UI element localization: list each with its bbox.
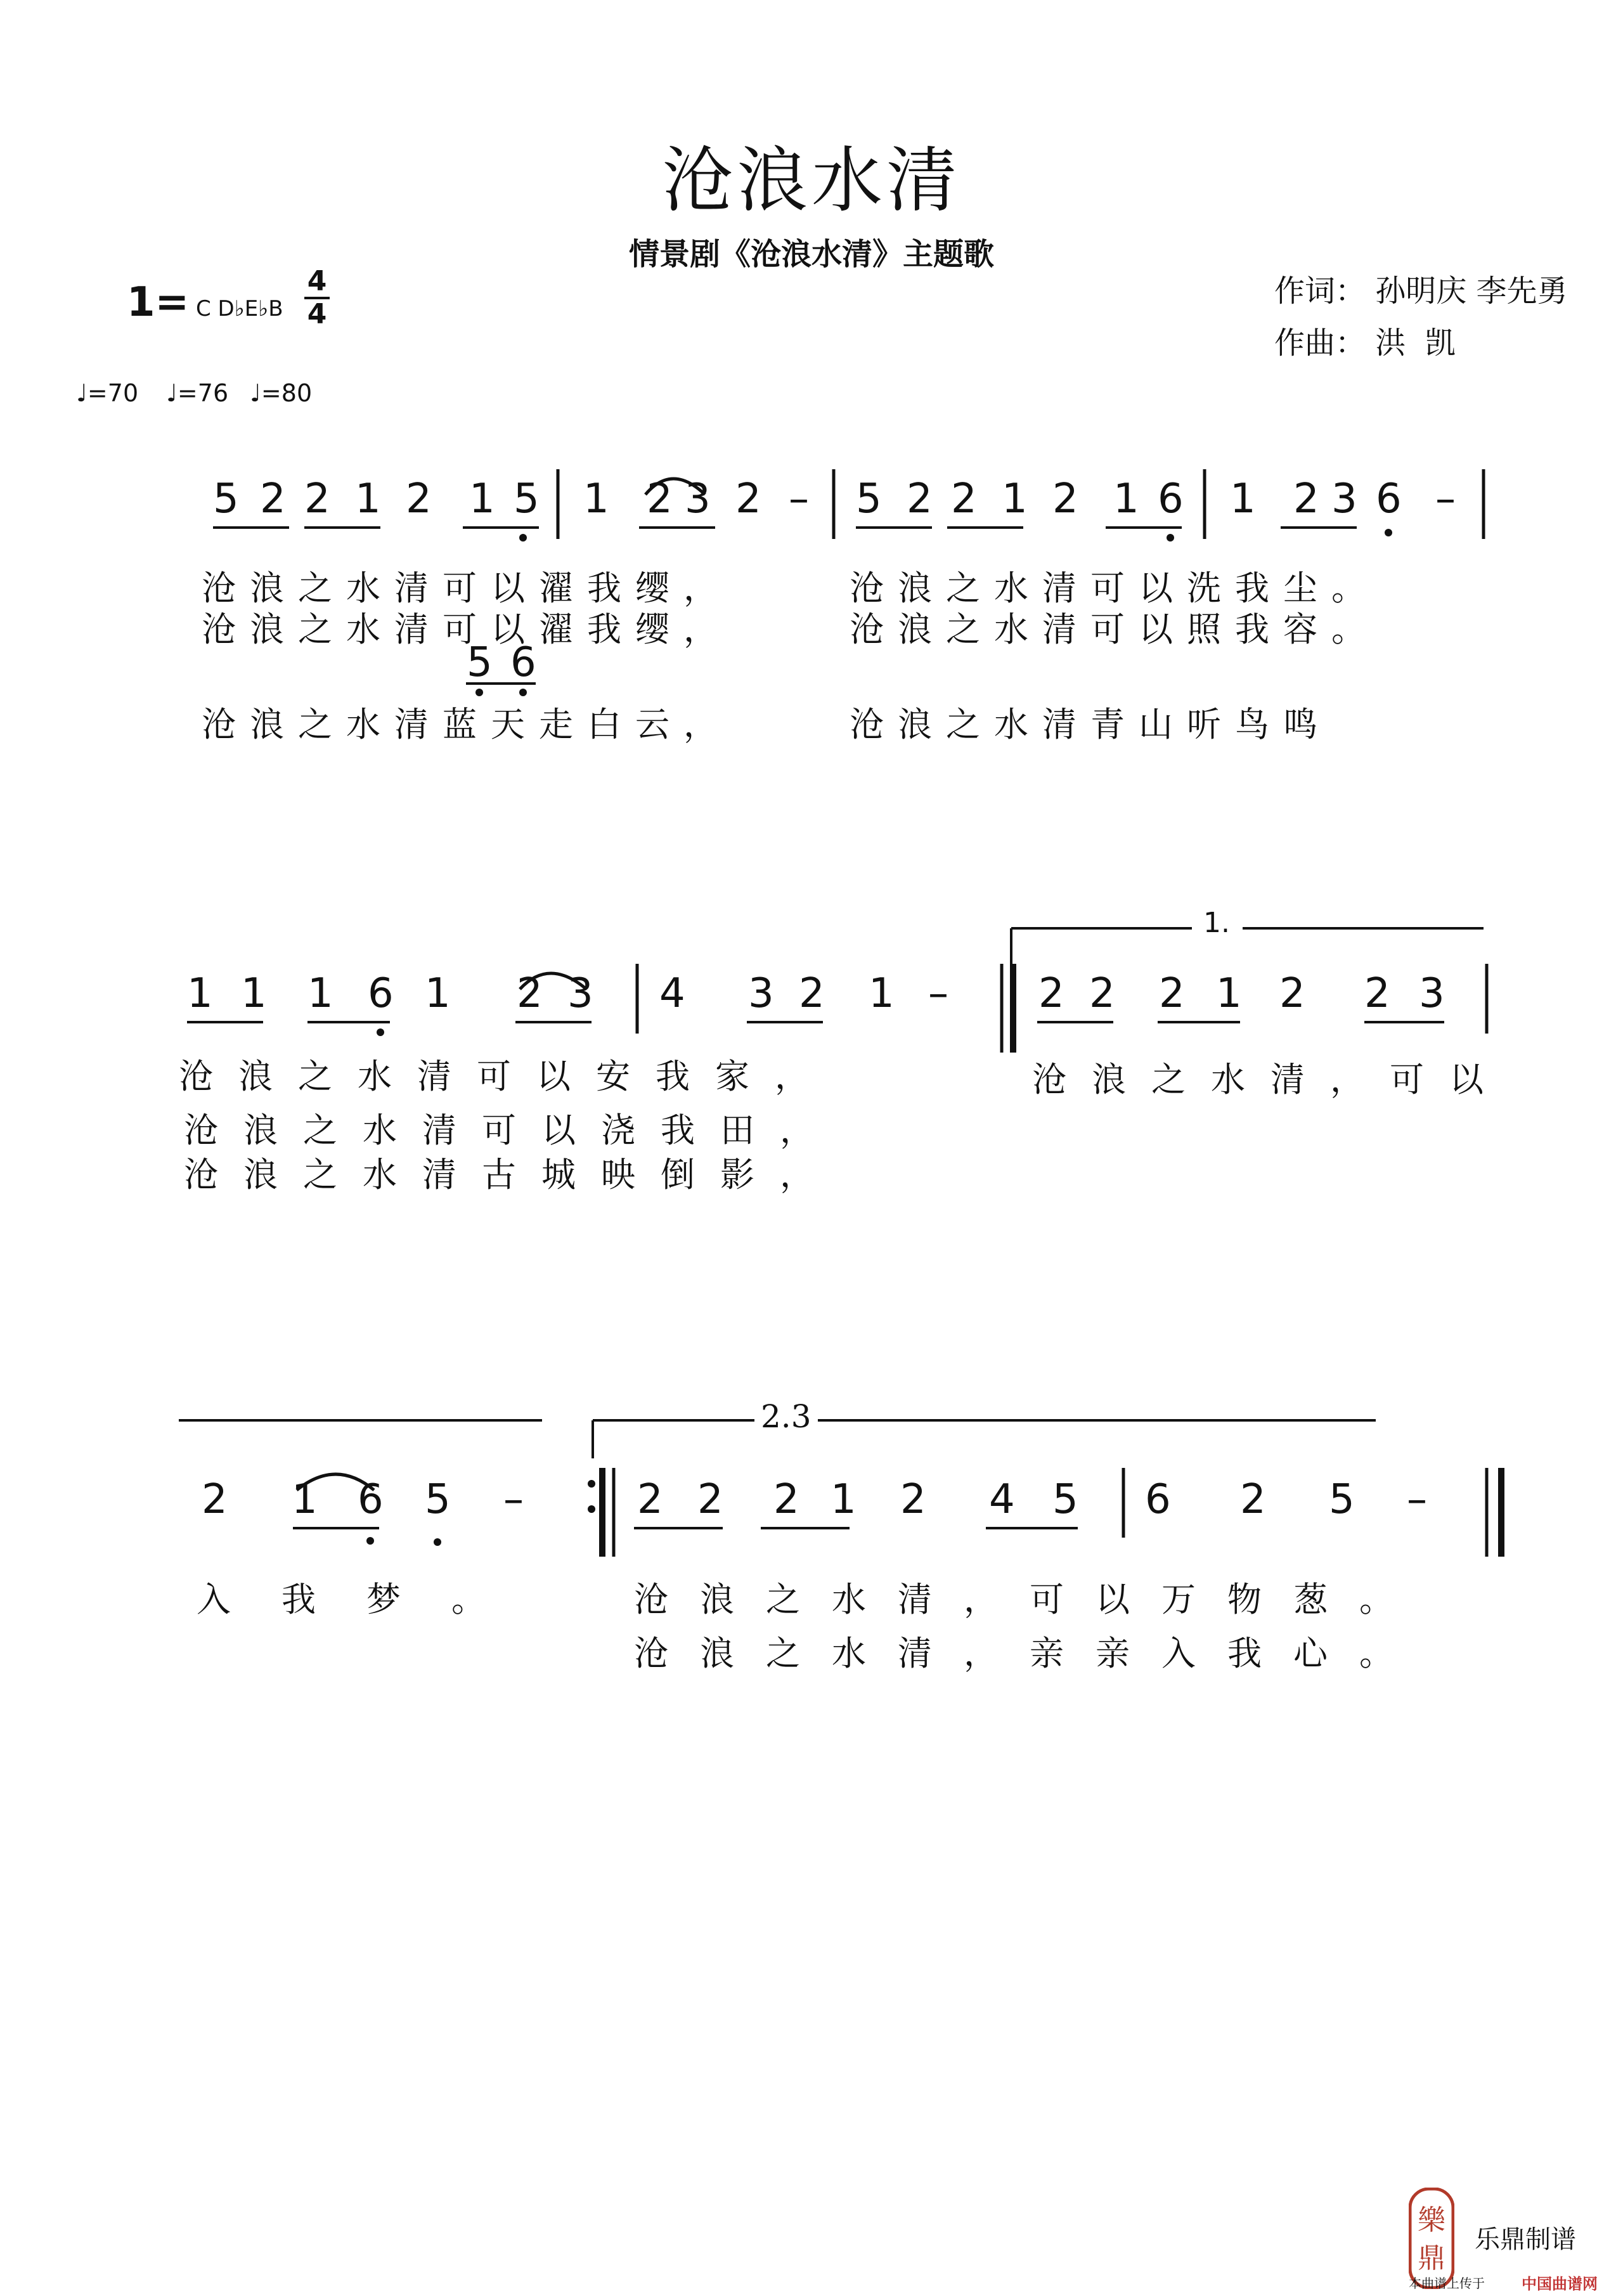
staff-system-2 [0,875,1623,1205]
jianpu-note: 4 [659,970,685,1017]
jianpu-note: 2 [1052,476,1078,522]
jianpu-note: 1 [1002,476,1028,522]
lyric-line: 入我梦。 [197,1579,536,1619]
lyric-line: 沧浪之水清可以濯我缨， [202,609,732,649]
jianpu-note: 6 [1145,1476,1171,1523]
jianpu-note: 6 [358,1476,384,1523]
jianpu-note: 1 [831,1476,857,1523]
jianpu-note: 2 [1279,970,1305,1017]
key-names: C D♭E♭B [195,296,283,321]
jianpu-note: 2 [951,476,977,522]
jianpu-note: 1 [241,970,267,1017]
jianpu-note: – [1435,476,1456,522]
volta-1: 1. [1203,907,1230,939]
jianpu-note: 2 [1364,970,1390,1017]
jianpu-note: 1 [425,970,451,1017]
key-one: 1 [127,279,155,326]
jianpu-note: 2 [1240,1476,1266,1523]
jianpu-note: 1 [469,476,495,522]
arranger-signature: 乐鼎制谱 [1475,2225,1576,2254]
jianpu-note: 2 [647,476,673,522]
jianpu-note: 6 [1158,476,1184,522]
time-bottom: 4 [304,297,330,330]
jianpu-note: 2 [900,1476,926,1523]
jianpu-note: 3 [685,476,711,522]
lyric-line: 沧浪之水清可以安我家， [179,1056,834,1096]
jianpu-note: 1 [307,970,333,1017]
tempo-70: ♩=70 [76,379,139,407]
staff-system-1 [0,469,1623,761]
jianpu-note: 5 [1329,1476,1355,1523]
lyric-line: 沧浪之水清，亲亲入我心。 [634,1633,1425,1673]
site-link[interactable]: 中国曲谱网 [1522,2275,1598,2293]
jianpu-note: 2 [517,970,543,1017]
jianpu-note: 2 [1293,476,1319,522]
lyricist-credit [1274,266,1568,310]
lyric-line: 沧浪之水清，可以万物葱。 [634,1579,1425,1619]
composer-name: 洪 凯 [1375,325,1456,361]
jianpu-note: 1 [583,476,609,522]
lyric-line: 沧浪之水清，可以 [1032,1060,1509,1099]
jianpu-note: 1 [1113,476,1139,522]
tempo-80: ♩=80 [250,379,313,407]
jianpu-note: 2 [637,1476,663,1523]
jianpu-note: 6 [368,970,394,1017]
jianpu-note: 2 [202,1476,228,1523]
lyric-line: 沧浪之水清青山听鸟鸣 [850,704,1331,744]
jianpu-note: 1 [869,970,895,1017]
jianpu-note: 3 [1331,476,1357,522]
page-subtitle: 情景剧《沧浪水清》主题歌 [628,237,994,272]
lyric-line: 沧浪之水清古城映倒影， [184,1155,839,1195]
lyric-line: 沧浪之水清蓝天走白云， [202,704,732,744]
jianpu-note: 1 [187,970,213,1017]
lyric-line: 沧浪之水清可以浇我田， [184,1110,839,1150]
jianpu-note: 1 [1216,970,1242,1017]
staff-system-3 [0,1395,1623,1712]
jianpu-note: 2 [304,476,330,522]
time-top: 4 [307,265,327,297]
jianpu-note: 2 [735,476,761,522]
jianpu-note: 1 [292,1476,318,1523]
jianpu-note: 1 [1230,476,1256,522]
jianpu-note: 3 [748,970,774,1017]
jianpu-note: – [789,476,809,522]
svg-text:鼎: 鼎 [1418,2242,1445,2274]
tempo-76: ♩=76 [166,379,229,407]
time-signature [304,266,330,330]
jianpu-note: – [1407,1476,1427,1523]
jianpu-note: 6 [1376,476,1402,522]
key-eq: = [155,279,190,326]
upload-note: 本曲谱上传于 [1409,2276,1485,2291]
jianpu-note: 2 [697,1476,723,1523]
jianpu-note: 4 [989,1476,1015,1523]
jianpu-note: 2 [1038,970,1064,1017]
page-title: 沧浪水清 [662,139,961,222]
lyric-line: 沧浪之水清可以照我容。 [850,609,1380,649]
jianpu-note: 5 [856,476,882,522]
jianpu-note: 1 [355,476,381,522]
lyricist-name: 孙明庆 李先勇 [1375,273,1568,309]
key-signature [127,279,283,326]
lyric-line: 沧浪之水清可以洗我尘。 [850,568,1380,608]
jianpu-note: 3 [1419,970,1445,1017]
jianpu-note: 5 [1052,1476,1078,1523]
jianpu-note: 2 [1089,970,1115,1017]
jianpu-note: – [503,1476,524,1523]
composer-label: 作曲： [1274,325,1366,361]
composer-credit [1274,318,1456,362]
svg-text:樂: 樂 [1418,2204,1445,2236]
jianpu-note: 2 [260,476,286,522]
jianpu-note: 2 [799,970,825,1017]
lyric-line: 沧浪之水清可以濯我缨， [202,568,732,608]
jianpu-note: 3 [567,970,593,1017]
jianpu-note: 2 [773,1476,799,1523]
jianpu-note: 5 [425,1476,451,1523]
jianpu-note: 5 [514,476,540,522]
jianpu-note: – [928,970,948,1017]
jianpu-note: 2 [1159,970,1185,1017]
jianpu-note: 2 [406,476,432,522]
volta-2-3: 2.3 [761,1398,812,1435]
jianpu-note: 6 [510,639,536,686]
lyricist-label: 作词： [1274,273,1366,309]
jianpu-note: 2 [907,476,933,522]
jianpu-note: 5 [467,639,493,686]
jianpu-note: 5 [213,476,239,522]
